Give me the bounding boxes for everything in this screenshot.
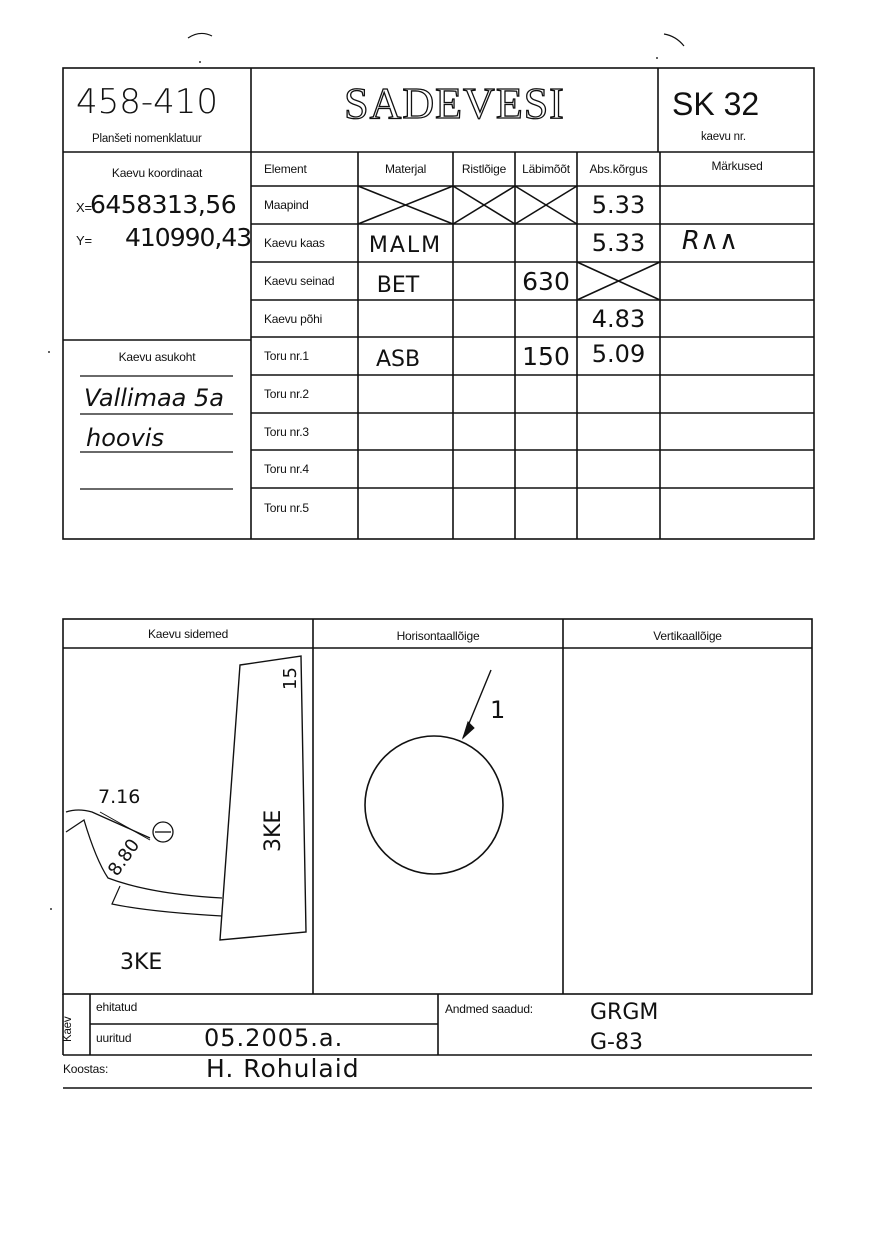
row-notes-kaevu-kaas: R∧∧ [681,226,739,256]
footer-data-label: Andmed saadud: [445,1002,533,1016]
x-coordinate-value: 6458313,56 [90,190,237,219]
row-element-kaevu-seinad: Kaevu seinad [264,274,335,288]
x-label: X= [76,200,92,215]
col-header-diameter: Läbimõõt [522,162,570,176]
location-line-1: Vallimaa 5a [84,384,224,412]
row-element-maapind: Maapind [264,198,309,212]
sketch-label-3ke-building: 3KE [261,809,286,852]
row-material-kaevu-kaas: MALM [368,232,443,258]
footer-surveyed-label: uuritud [96,1031,132,1045]
col-header-element: Element [264,162,307,176]
row-diameter-kaevu-seinad: 630 [522,266,570,296]
page-title: SADEVESI [344,79,565,128]
sketch-label-880: 8.80 [104,835,145,881]
row-material-kaevu-seinad: BET [376,272,420,298]
row-diameter-toru-1: 150 [522,341,570,371]
row-abs-height-kaevu-pohi: 4.83 [591,304,646,333]
well-id: SK 32 [672,86,760,122]
row-abs-height-kaevu-kaas: 5.33 [591,229,646,257]
sketch-header-connections: Kaevu sidemed [147,626,229,641]
row-element-toru-2: Toru nr.2 [264,387,309,401]
sketch-pipe-number: 1 [490,696,506,724]
sketch-header-vertical: Vertikaallõige [653,628,722,643]
well-id-caption: kaevu nr. [701,131,746,143]
footer-well-label: Kaev [62,1016,74,1042]
location-caption: Kaevu asukoht [118,350,196,364]
map-number-caption: Planšeti nomenklatuur [92,133,202,145]
row-abs-height-maapind: 5.33 [591,191,646,219]
coordinates-caption: Kaevu koordinaat [111,166,203,180]
row-material-toru-1: ASB [375,346,421,372]
sketch-label-15: 15 [280,667,301,690]
col-header-cross-section: Ristlõige [461,162,507,176]
col-header-material: Materjal [384,162,427,176]
footer-data-value-2: G-83 [590,1030,643,1055]
y-label: Y= [76,233,92,248]
footer-compiled-label: Koostas: [63,1062,109,1076]
footer-built-label: ehitatud [96,1000,138,1014]
footer-data-value-1: GRGM [590,1000,659,1025]
location-line-2: hoovis [86,424,164,452]
col-header-notes: Märkused [711,159,763,173]
row-element-toru-3: Toru nr.3 [264,424,309,439]
sketch-header-horizontal: Horisontaallõige [396,628,480,643]
col-header-abs-height: Abs.kõrgus [589,162,648,176]
footer-compiled-value: H. Rohulaid [206,1054,360,1083]
y-coordinate-value: 410990,43 [125,223,252,252]
sketch-label-3ke-street: 3KE [120,950,163,975]
row-element-toru-5: Toru nr.5 [264,501,309,515]
map-number: 458-410 [76,82,219,122]
row-element-kaevu-kaas: Kaevu kaas [264,236,325,250]
row-element-toru-1: Toru nr.1 [264,349,309,363]
row-element-toru-4: Toru nr.4 [264,462,309,476]
row-abs-height-toru-1: 5.09 [591,340,646,368]
footer-surveyed-value: 05.2005.a. [204,1024,344,1052]
sketch-label-716: 7.16 [98,786,141,808]
row-element-kaevu-pohi: Kaevu põhi [264,311,323,326]
